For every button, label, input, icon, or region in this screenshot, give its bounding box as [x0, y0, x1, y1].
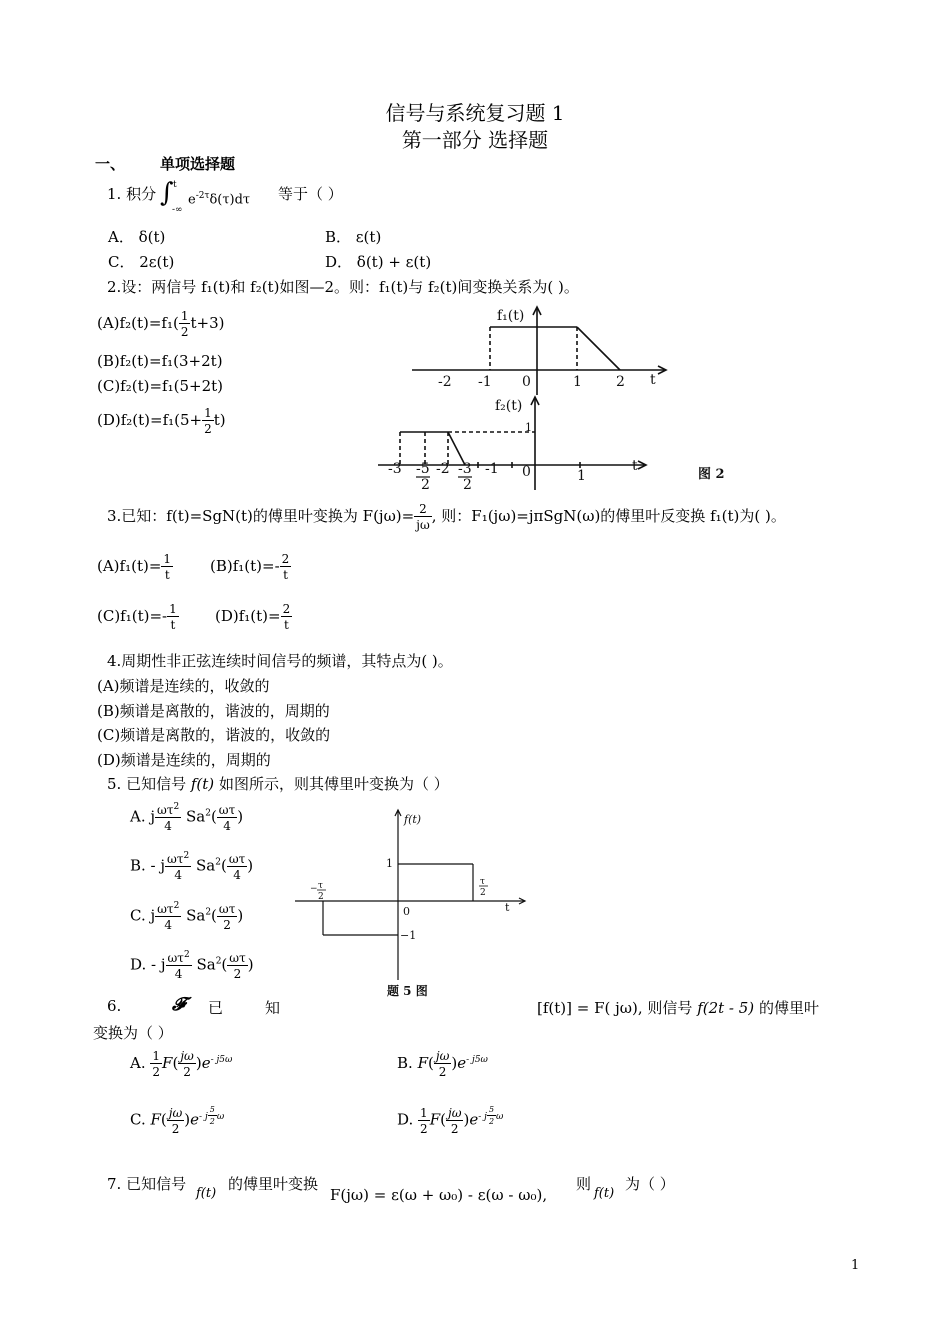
q1-option-a: A． δ(t) [108, 228, 166, 246]
q7-ft2: f(t) [594, 1186, 615, 1201]
q2-option-b: (B)f₂(t)=f₁(3+2t) [97, 352, 223, 370]
fig5-y-label: f(t) [404, 813, 422, 826]
q5-stem: 5. 已知信号 f(t) 如图所示，则其傅里叶变换为（ ） [107, 775, 449, 793]
q5-option-c: C. j $\frac{\omega\tau^2}{4}$ Sa$^2$( $\frac{\omega\tau}{2}$ ) [130, 901, 244, 932]
q6-word-yi: 已 [208, 999, 224, 1017]
q2-stem: 2.设：两信号 f₁(t)和 f₂(t)如图—2。则：f₁(t)与 f₂(t)间变换关系为( )。 [107, 278, 579, 296]
q6-line2: 变换为（ ） [93, 1024, 173, 1042]
q6-option-a: A. $\frac{1}{2}$ F( $\frac{j\omega}{2}$ )$e^{- j5\omega}$ [130, 1049, 233, 1079]
fig2-f2-tick-m2: -2 [436, 461, 450, 477]
page-title: 信号与系统复习题 1 [385, 101, 565, 125]
q4-option-d: (D)频谱是连续的，周期的 [97, 751, 271, 769]
fig2-f1-tick-1: 1 [573, 374, 582, 390]
q4-stem: 4.周期性非正弦连续时间信号的频谱，其特点为( )。 [107, 652, 453, 670]
fig2-f2-tick-1: 1 [577, 468, 586, 484]
fig2-f1-tick-m2: -2 [438, 374, 452, 390]
fig2-f2-tick-m1: -1 [485, 461, 499, 477]
q7-mid: 的傅里叶变换 [228, 1175, 319, 1193]
q3-stem: 3.已知：f(t)=SgN(t)的傅里叶变换为 F(jω)= $\frac{2}{j\omega}$ , 则：F₁(jω)=jπSgN(ω)的傅里叶反变换 f₁(t)为( )。 [107, 502, 786, 532]
q2-option-a: (A)f₂(t)=f₁( $\frac{1}{2}$ t+3) [97, 309, 225, 339]
fig2-f2-frac1-num: -5 [416, 461, 430, 477]
fig2-f1-tick-0: 0 [522, 374, 531, 390]
q6-condition: [f(t)] = F( jω), 则信号 f(2t - 5) 的傅里叶 [537, 999, 819, 1017]
fig2-f1-tick-m1: -1 [478, 374, 492, 390]
q6-option-d: D. $\frac{1}{2}$ F( $\frac{j\omega}{2}$ )$e^{- j \frac{5}{2} \omega}$ [397, 1105, 504, 1136]
page-number: 1 [851, 1258, 860, 1273]
q7-then: 则 [576, 1175, 592, 1193]
q3-option-c: (C)f₁(t)=- $\frac{1}{t}$ [97, 602, 177, 632]
section-number: 一、 [95, 155, 126, 173]
q4-option-a: (A)频谱是连续的，收敛的 [97, 677, 270, 695]
integral-sign: ∫ [160, 178, 174, 208]
fig5-pos-tau: τ [480, 877, 485, 887]
fig2-f1-t-label: t [650, 372, 656, 388]
fig5-caption: 题 5 图 [387, 984, 428, 998]
figure-5 [290, 805, 530, 1005]
fig5-one: 1 [386, 857, 393, 870]
fig2-f2-t-label: t [632, 458, 638, 474]
fig2-caption: 图 2 [698, 467, 725, 482]
fig2-f1-label: f₁(t) [497, 308, 525, 324]
fourier-script-f: 𝓕 [172, 994, 186, 1015]
q5-option-a: A. j $\frac{\omega\tau^2}{4}$ Sa$^2$( $\frac{\omega\tau}{4}$ ) [130, 802, 244, 833]
q5-option-b: B. - j $\frac{\omega\tau^2}{4}$ Sa$^2$( $\frac{\omega\tau}{4}$ ) [130, 851, 254, 882]
fig2-f2-frac1-den: 2 [421, 477, 430, 493]
q1-lower-limit: -∞ [172, 205, 183, 215]
q2-option-d: (D)f₂(t)=f₁(5+ $\frac{1}{2}$ t) [97, 406, 226, 436]
q7-ft: f(t) [196, 1186, 217, 1201]
q1-upper-limit: t [173, 180, 177, 190]
q3-option-b: (B)f₁(t)=- $\frac{2}{t}$ [210, 552, 290, 582]
fig5-zero: 0 [403, 905, 410, 918]
q1-prefix: 1. 积分 [107, 185, 157, 203]
q2-option-c: (C)f₂(t)=f₁(5+2t) [97, 377, 223, 395]
fig5-neg-two: 2 [318, 892, 324, 902]
figure-2 [370, 300, 740, 495]
q7-prefix: 7. 已知信号 [107, 1175, 187, 1193]
fig2-f2-tick-0: 0 [522, 464, 531, 480]
fig5-neg-tau: τ [318, 881, 323, 891]
q1-option-d: D． δ(t) + ε(t) [325, 253, 432, 271]
q1-option-b: B． ε(t) [325, 228, 382, 246]
fig2-f2-one: 1 [525, 421, 532, 434]
q7-expression: F(jω) = ε(ω + ω₀) - ε(ω - ω₀), [330, 1186, 548, 1204]
q1-option-c: C． 2ε(t) [108, 253, 175, 271]
fig2-f2-tick-m3: -3 [388, 461, 402, 477]
q6-number: 6. [107, 997, 122, 1015]
q1-suffix: 等于（ ） [278, 185, 343, 203]
fig5-neg-tau-sign: − [310, 884, 318, 894]
page-subtitle: 第一部分 选择题 [401, 128, 549, 152]
q6-word-zhi: 知 [265, 999, 281, 1017]
fig2-f2-frac2-num: -3 [458, 461, 472, 477]
fig5-t-label: t [505, 901, 510, 914]
fig2-f1-tick-2: 2 [616, 374, 625, 390]
fig5-pos-two: 2 [480, 888, 486, 898]
q4-option-c: (C)频谱是离散的，谐波的，收敛的 [97, 726, 331, 744]
q6-option-b: B. F( $\frac{j\omega}{2}$ )$e^{- j5\omega}$ [397, 1049, 488, 1079]
fig5-neg-one: −1 [400, 929, 417, 942]
q5-option-d: D. - j $\frac{\omega\tau^2}{4}$ Sa$^2$( $\frac{\omega\tau}{2}$ ) [130, 950, 254, 981]
q6-option-c: C. F( $\frac{j\omega}{2}$ )$e^{- j \frac{5}{2} \omega}$ [130, 1105, 225, 1136]
q7-suffix: 为（ ） [625, 1175, 675, 1193]
section-title: 单项选择题 [160, 155, 236, 173]
q1-integrand: $e^{-2\tau}\delta(\tau)d\tau$ [188, 191, 251, 208]
q3-option-d: (D)f₁(t)= $\frac{2}{t}$ [215, 602, 291, 632]
fig2-f2-label: f₂(t) [495, 398, 523, 414]
q3-option-a: (A)f₁(t)= $\frac{1}{t}$ [97, 552, 172, 582]
fig2-f2-frac2-den: 2 [463, 477, 472, 493]
q4-option-b: (B)频谱是离散的，谐波的，周期的 [97, 702, 330, 720]
